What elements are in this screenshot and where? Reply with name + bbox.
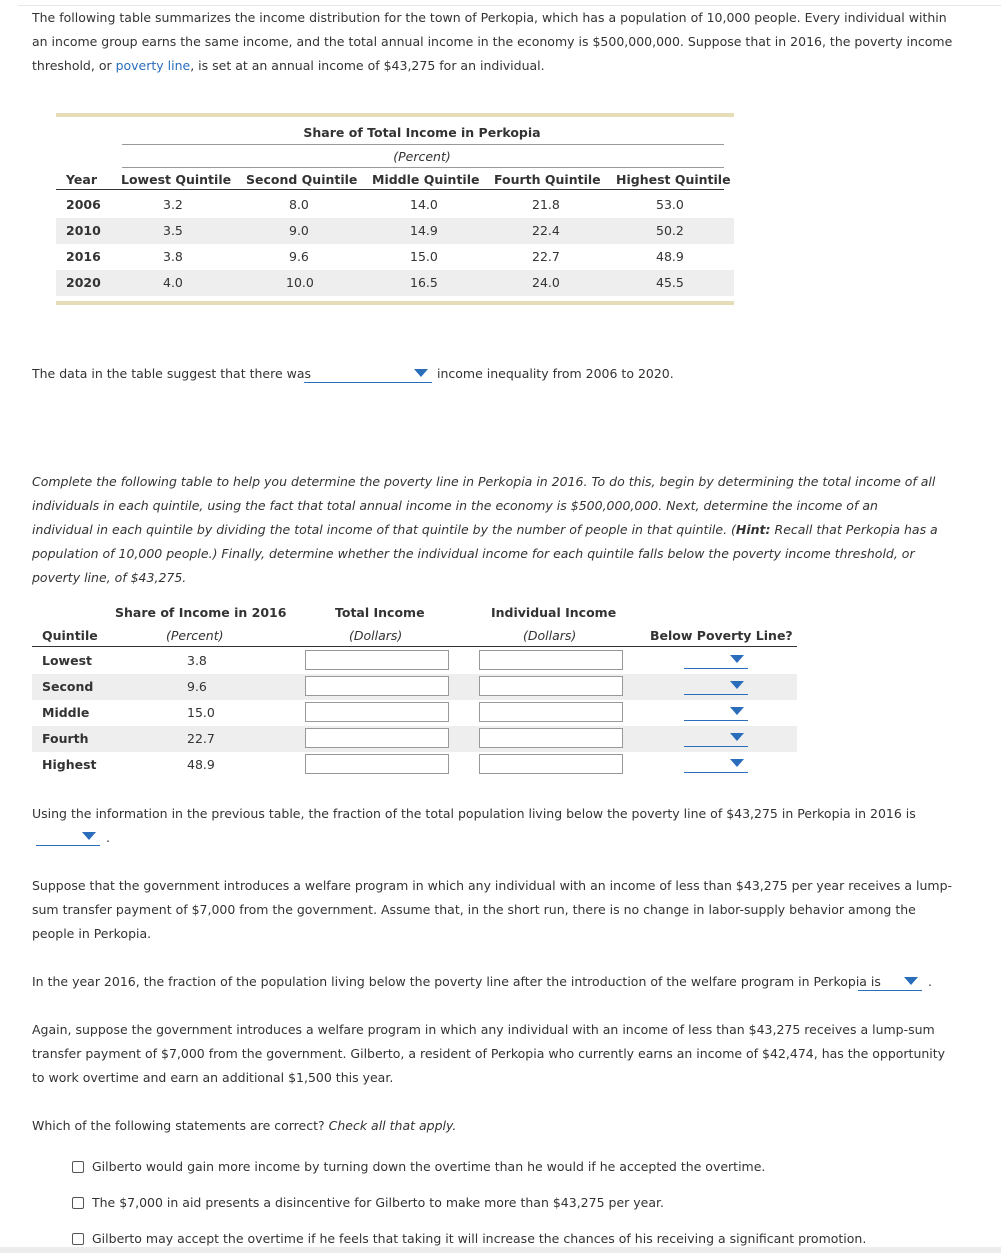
value-cell: 22.4 [532, 223, 560, 238]
value-cell: 50.2 [656, 223, 684, 238]
quintile-label: Fourth [42, 731, 89, 746]
value-cell: 22.7 [532, 249, 560, 264]
quintile-label: Lowest [42, 653, 92, 668]
total-income-input[interactable] [305, 676, 449, 696]
table-row [32, 700, 797, 726]
instructions-text-1: Complete the following table to help you determine the poverty line in Perkopia in 2016. To do this, begin by determining the total income of all individuals in each quintile, using the fact that total annual income in the economy is $500,000,000. Next, determine the income of an individual in each quintile by dividing the total income of that quintile by the number of people in that quintile. ( [32, 474, 936, 537]
header-highest: Highest Quintile [616, 172, 731, 187]
table-row [56, 192, 734, 218]
quintile-label: Highest [42, 757, 97, 772]
value-cell: 24.0 [532, 275, 560, 290]
total-income-input[interactable] [305, 650, 449, 670]
intro-text-2: , is set at an annual income of $43,275 for an individual. [190, 58, 545, 73]
total-income-input[interactable] [305, 702, 449, 722]
value-cell: 9.0 [289, 223, 309, 238]
q4-prompt-text: Which of the following statements are correct? [32, 1118, 325, 1133]
year-cell: 2010 [66, 223, 101, 238]
checkbox-icon[interactable] [72, 1161, 84, 1173]
individual-income-input[interactable] [479, 754, 623, 774]
header-share: Share of Income in 2016 [115, 605, 287, 620]
checkbox-icon[interactable] [72, 1233, 84, 1245]
poverty-line-link[interactable]: poverty line [115, 58, 191, 73]
value-cell: 53.0 [656, 197, 684, 212]
header-share-sub: (Percent) [166, 628, 224, 643]
header-second: Second Quintile [246, 172, 358, 187]
q2-period: . [106, 830, 110, 845]
individual-income-input[interactable] [479, 676, 623, 696]
table2-header-rule [32, 646, 797, 647]
chevron-down-icon [730, 655, 744, 663]
value-cell: 48.9 [656, 249, 684, 264]
option-checkbox-1[interactable] [72, 1159, 765, 1174]
q1-text-before: The data in the table suggest that there was [32, 366, 312, 381]
header-individual: Individual Income [491, 605, 617, 620]
table-row [32, 674, 797, 700]
q3-period: . [928, 974, 932, 989]
table-title: Share of Total Income in Perkopia [303, 125, 541, 140]
chevron-down-icon [730, 759, 744, 767]
below-poverty-dropdown[interactable] [684, 728, 748, 747]
value-cell: 15.0 [410, 249, 438, 264]
bottom-edge [0, 1247, 1001, 1253]
welfare-paragraph-2: Again, suppose the government introduces a welfare program in which any individual with an income of less than $43,275 receives a lump-sum transfer payment of $7,000 from the government. Gilberto, a resident of Perkopia who currently earns an income of $42,474, has the opportunity to work overtime and earn an additional $1,500 this year. [32, 1022, 946, 1085]
header-individual-sub: (Dollars) [523, 628, 577, 643]
value-cell: 9.6 [289, 249, 309, 264]
header-middle: Middle Quintile [372, 172, 480, 187]
checkbox-icon[interactable] [72, 1197, 84, 1209]
value-cell: 10.0 [286, 275, 314, 290]
value-cell: 3.5 [163, 223, 183, 238]
chevron-down-icon [730, 681, 744, 689]
header-lowest: Lowest Quintile [121, 172, 232, 187]
table-row [56, 244, 734, 270]
option-checkbox-2[interactable] [72, 1195, 664, 1210]
chevron-down-icon [904, 977, 918, 985]
value-cell: 45.5 [656, 275, 684, 290]
individual-income-input[interactable] [479, 728, 623, 748]
share-value: 15.0 [187, 705, 215, 720]
q1-text-after: income inequality from 2006 to 2020. [437, 366, 674, 381]
table-row [32, 726, 797, 752]
share-value: 48.9 [187, 757, 215, 772]
instructions-paragraph [32, 470, 942, 590]
fraction-below-dropdown[interactable] [36, 827, 100, 846]
header-below: Below Poverty Line? [650, 628, 793, 643]
header-fourth: Fourth Quintile [494, 172, 601, 187]
fraction-after-welfare-dropdown[interactable] [858, 972, 922, 991]
below-poverty-dropdown[interactable] [684, 702, 748, 721]
q3-text: In the year 2016, the fraction of the population living below the poverty line after the introduction of the welfare program in Perkopia is [32, 974, 881, 989]
value-cell: 3.8 [163, 249, 183, 264]
below-poverty-dropdown[interactable] [684, 650, 748, 669]
below-poverty-dropdown[interactable] [684, 676, 748, 695]
year-cell: 2020 [66, 275, 101, 290]
individual-income-input[interactable] [479, 650, 623, 670]
total-income-input[interactable] [305, 754, 449, 774]
option-label: Gilberto may accept the overtime if he feels that taking it will increase the chances of his receiving a significant promotion. [92, 1231, 867, 1246]
title-rule [122, 144, 724, 145]
chevron-down-icon [730, 707, 744, 715]
option-label: The $7,000 in aid presents a disincentive for Gilberto to make more than $43,275 per year. [92, 1195, 664, 1210]
instructions-text-2: Recall that Perkopia has a population of 10,000 people.) Finally, determine whether the individual income for each quintile falls below the poverty income threshold, or poverty line, of $43,275. [32, 522, 938, 585]
q4-instruction: Check all that apply. [328, 1118, 457, 1133]
year-cell: 2016 [66, 249, 101, 264]
subtitle-rule [122, 167, 724, 168]
chevron-down-icon [730, 733, 744, 741]
table-row [32, 648, 797, 674]
table-top-bar [56, 113, 734, 117]
intro-text-1: The following table summarizes the income distribution for the town of Perkopia, which has a population of 10,000 people. Every individual within an income group earns the same income, and the total annual income in the economy is $500,000,000. Suppose that in 2016, the poverty income threshold, or [32, 10, 953, 73]
option-checkbox-3[interactable] [72, 1231, 866, 1246]
table-subtitle: (Percent) [393, 149, 451, 164]
total-income-input[interactable] [305, 728, 449, 748]
q2-text: Using the information in the previous table, the fraction of the total population living below the poverty line of $43,275 in Perkopia in 2016 is [32, 806, 916, 821]
table-bottom-bar [56, 301, 734, 305]
value-cell: 4.0 [163, 275, 183, 290]
value-cell: 21.8 [532, 197, 560, 212]
chevron-down-icon [414, 369, 428, 377]
value-cell: 14.0 [410, 197, 438, 212]
below-poverty-dropdown[interactable] [684, 754, 748, 773]
value-cell: 8.0 [289, 197, 309, 212]
share-value: 22.7 [187, 731, 215, 746]
chevron-down-icon [82, 832, 96, 840]
quintile-label: Second [42, 679, 94, 694]
option-label: Gilberto would gain more income by turning down the overtime than he would if he accepted the overtime. [92, 1159, 766, 1174]
hint-label: Hint: [735, 522, 771, 537]
header-year: Year [66, 172, 97, 187]
share-value: 3.8 [187, 653, 207, 668]
q4-prompt [32, 1118, 456, 1133]
value-cell: 14.9 [410, 223, 438, 238]
header-quintile: Quintile [42, 628, 98, 643]
value-cell: 16.5 [410, 275, 438, 290]
table-row [56, 218, 734, 244]
table-row [56, 270, 734, 296]
year-cell: 2006 [66, 197, 101, 212]
individual-income-input[interactable] [479, 702, 623, 722]
header-total-sub: (Dollars) [349, 628, 403, 643]
header-total: Total Income [335, 605, 425, 620]
table-row [32, 752, 797, 778]
header-rule [56, 189, 724, 190]
value-cell: 3.2 [163, 197, 183, 212]
inequality-dropdown[interactable] [304, 364, 432, 383]
intro-paragraph [32, 6, 962, 78]
share-value: 9.6 [187, 679, 207, 694]
quintile-label: Middle [42, 705, 90, 720]
welfare-paragraph-1: Suppose that the government introduces a welfare program in which any individual with an income of less than $43,275 per year receives a lump-sum transfer payment of $7,000 from the government. Assume that, in the short run, there is no change in labor-supply behavior among the people in Perkopia. [32, 878, 953, 941]
